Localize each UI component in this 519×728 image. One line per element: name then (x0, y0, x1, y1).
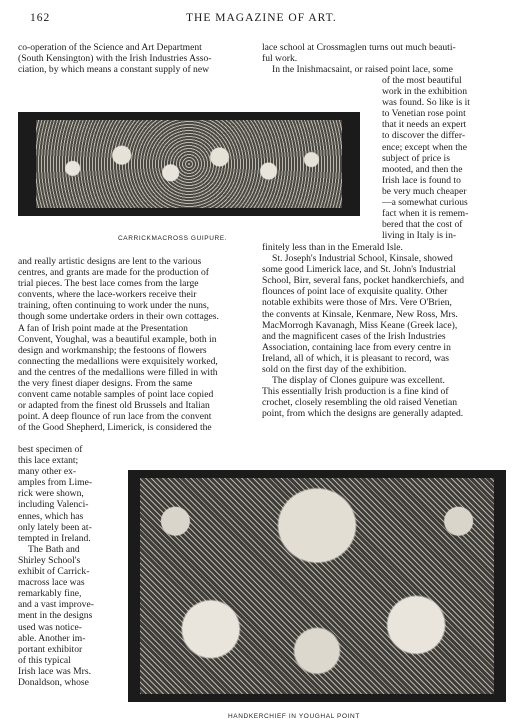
text-line: finitely less than in the Emerald Isle. (262, 242, 403, 253)
lace-image-handkerchief (128, 470, 506, 702)
text-line: to discover the differ- (382, 130, 466, 142)
text-line: lace school at Crossmaglen turns out much beauti- (262, 42, 456, 53)
text-line: and really artistic designs are lent to the various (18, 256, 202, 267)
text-line: ennes, which has (18, 510, 84, 522)
text-line: work in the exhibition (382, 86, 467, 98)
text-line: training, often continuing to work under the nuns, (18, 300, 210, 312)
text-line: including Valenci- (18, 499, 89, 511)
text-line: School, Birr, several fans, pocket handkerchiefs, and (262, 275, 465, 287)
text-line: MacMorrogh Kavanagh, Miss Keane (Greek lace), (262, 319, 458, 331)
text-line: many other ex- (18, 466, 77, 478)
text-line: and the centres of the medallions were filled in with (18, 366, 218, 378)
text-line: of this typical (18, 654, 71, 666)
text-line: Donaldson, whose (18, 676, 89, 688)
text-line: of the most beautiful (382, 75, 462, 86)
text-line: and the magnificent cases of the Irish Industries (262, 330, 446, 342)
text-line: sold on the first day of the exhibition. (262, 364, 407, 376)
text-line: co-operation of the Science and Art Department (18, 42, 202, 53)
text-line: Irish lace is found to (382, 174, 461, 186)
intro-paragraph (18, 42, 252, 75)
text-line: Convent, Youghal, was a beautiful example, both in (18, 333, 217, 345)
text-line: the very finest diaper designs. From the same (18, 378, 193, 390)
left-main-paragraph (18, 256, 252, 434)
text-line: convents, where the lace-workers receive their (18, 289, 197, 301)
text-line: St. Joseph's Industrial School, Kinsale, showed (272, 253, 453, 265)
text-line: only lately been at- (18, 521, 92, 533)
text-line: best specimen of (18, 444, 83, 455)
text-line: rick were shown, (18, 488, 84, 500)
right-bottom-paragraph (262, 242, 502, 420)
text-line: though some undertake orders in their own cottages. (18, 311, 219, 323)
text-line: ful work. (262, 53, 298, 65)
text-line: some good Limerick lace, and St. John's Industrial (262, 264, 456, 276)
text-line: or adapted from the finest old Brussels and Italian (18, 400, 210, 412)
text-line: In the Inishmacsaint, or raised point lace, some (272, 64, 453, 76)
right-narrow-paragraph (382, 75, 502, 241)
text-line: able. Another im- (18, 632, 86, 644)
text-line: fact when it is remem- (382, 208, 469, 220)
text-line: Association, containing lace from every centre in (262, 341, 451, 353)
text-line: used was notice- (18, 621, 82, 633)
text-line: amples from Lime- (18, 477, 93, 489)
text-line: Ireland, all of which, it is pleasant to record, was (262, 352, 450, 364)
page-title: THE MAGAZINE OF ART. (186, 12, 337, 24)
left-narrow-paragraph (18, 444, 124, 688)
image-caption: HANDKERCHIEF IN YOUGHAL POINT (228, 713, 360, 720)
text-line: The Bath and (28, 543, 80, 555)
text-line: bered that the cost of (382, 219, 463, 231)
lace-image-carrickmacross (18, 112, 360, 216)
text-line: convent came notable samples of point lace copied (18, 389, 214, 401)
text-line: ence; except when the (382, 141, 467, 153)
text-line: (South Kensington) with the Irish Industries Asso- (18, 53, 212, 65)
text-line: Irish lace was Mrs. (18, 665, 91, 677)
text-line: be very much cheaper (382, 185, 467, 197)
text-line: The display of Clones guipure was excellent. (272, 375, 445, 387)
text-line: macross lace was (18, 577, 85, 589)
text-line: centres, and grants are made for the production of (18, 267, 209, 279)
text-line: this lace extant; (18, 455, 79, 467)
text-line: design and workmanship; the festoons of flowers (18, 344, 207, 356)
text-line: point. A deep flounce of run lace from the convent (18, 411, 212, 423)
text-line: of the Good Shepherd, Limerick, is considered the (18, 422, 212, 434)
page-number: 162 (30, 12, 51, 24)
text-line: point, from which the designs are generally adapted. (262, 408, 464, 420)
text-line: trial pieces. The best lace comes from the large (18, 278, 199, 290)
text-line: tempted in Ireland. (18, 532, 91, 544)
text-line: crochet, closely resembling the old raised Venetian (262, 397, 458, 409)
text-line: portant exhibitor (18, 643, 83, 655)
text-line: —a somewhat curious (382, 197, 468, 209)
text-line: was found. So like is it (382, 97, 470, 109)
text-line: ment in the designs (18, 610, 93, 622)
text-line: This essentially Irish production is a fine kind of (262, 386, 449, 398)
text-line: subject of price is (382, 152, 450, 164)
text-line: the convents at Kinsale, Kenmare, New Ross, Mrs. (262, 308, 458, 320)
text-line: connecting the medallions were exquisitely worked, (18, 355, 218, 367)
text-line: and a vast improve- (18, 599, 94, 611)
text-line: to Venetian rose point (382, 108, 466, 120)
image-caption: CARRICKMACROSS GUIPURE. (118, 235, 228, 242)
text-line: A fan of Irish point made at the Presentation (18, 322, 188, 334)
text-line: exhibit of Carrick- (18, 566, 90, 578)
text-line: ciation, by which means a constant supply of new (18, 64, 210, 76)
text-line: notable exhibits were those of Mrs. Vere O'Brien, (262, 297, 452, 309)
text-line: mooted, and then the (382, 163, 463, 175)
right-top-paragraph (262, 42, 502, 75)
text-line: Shirley School's (18, 554, 81, 566)
text-line: flounces of point lace of exquisite quality. Other (262, 286, 448, 298)
text-line: remarkably fine, (18, 588, 82, 600)
text-line: living in Italy is in- (382, 230, 457, 242)
text-line: that it needs an expert (382, 119, 467, 131)
